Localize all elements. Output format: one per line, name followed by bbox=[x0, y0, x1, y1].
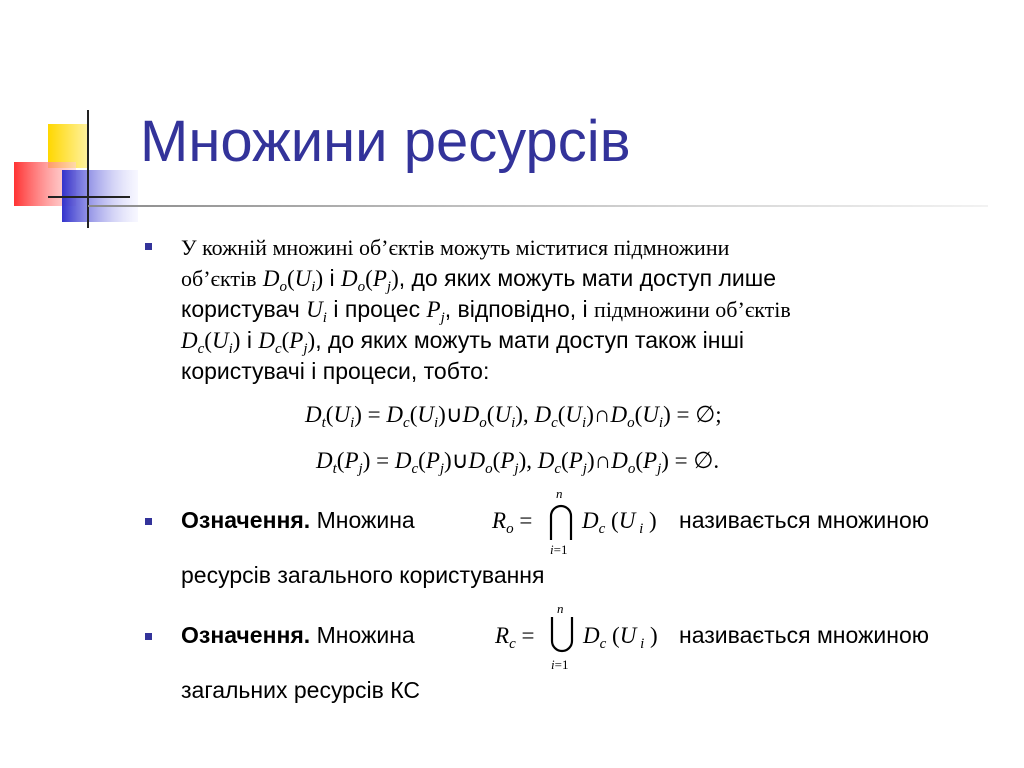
bullet-marker bbox=[145, 518, 152, 525]
bullet2-after bbox=[679, 505, 929, 536]
math-Pj: $P_j$ bbox=[426, 297, 445, 326]
bullet1-text: користувач bbox=[181, 296, 307, 322]
title-underline bbox=[88, 205, 988, 207]
bullet2-line1 bbox=[181, 505, 415, 536]
bullet1-text: У кожній множині об’єктів можуть міститися підмножини bbox=[181, 235, 730, 260]
math-Dc-Pj: $D_c(P_j)$ bbox=[258, 328, 316, 357]
bullet2-line2 bbox=[181, 560, 544, 591]
bullet-marker bbox=[145, 633, 152, 640]
bullet1-line1 bbox=[181, 232, 729, 263]
math-Do-Pj: $D_o(P_j)$ bbox=[341, 266, 399, 295]
bullet1-text: об’єктів bbox=[181, 266, 257, 291]
math-Do-Ui: $D_o(U_i)$ bbox=[262, 266, 324, 295]
bullet1-text: , відповідно, і bbox=[444, 296, 595, 322]
bullet1-text: і процес bbox=[326, 296, 427, 322]
bullet3-text: загальних ресурсів КС bbox=[181, 677, 420, 703]
bullet-marker bbox=[145, 243, 152, 250]
bullet3-line2 bbox=[181, 675, 420, 706]
bullet2-text: ресурсів загального користування bbox=[181, 562, 545, 588]
bullet1-line4 bbox=[181, 325, 744, 356]
formula-Ro: $R_o$ = n i=1 $D_c$ (U $_i$ ) bbox=[492, 486, 657, 557]
yellow-square bbox=[48, 124, 88, 168]
big-union-icon bbox=[549, 617, 575, 655]
big-intersection-icon bbox=[548, 502, 574, 540]
math-Dc-Ui: $D_c(U_i)$ bbox=[181, 328, 241, 357]
bullet1-text: і bbox=[240, 327, 259, 353]
bullet1-line2 bbox=[181, 263, 776, 294]
bullet1-text: підмножини об’єктів bbox=[594, 297, 791, 322]
formula-Rc: $R_c$ = n i=1 $D_c$ (U $_i$ ) bbox=[495, 601, 658, 672]
bullet1-text: користувачі і процеси, тобто: bbox=[181, 358, 490, 384]
bullet1-line5 bbox=[181, 356, 489, 387]
bullet3-text: називається множиною bbox=[679, 622, 930, 648]
bullet3-text: Множина bbox=[310, 622, 415, 648]
corner-decoration bbox=[0, 0, 160, 240]
bullet1-line3 bbox=[181, 294, 791, 325]
bullet3-line1 bbox=[181, 620, 415, 651]
bullet1-text: , до яких можуть мати доступ лише bbox=[398, 265, 776, 291]
formula-Dt-Ui: $D_t(U_i)$ = $D_c(U_i)\cup D_o(U_i)$, $D_c(U_i)\cap D_o(U_i)$ = ∅; bbox=[305, 402, 722, 431]
definition-term: Означення. bbox=[181, 622, 311, 648]
bullet3-after bbox=[679, 620, 929, 651]
bullet1-text: , до яких можуть мати доступ також інші bbox=[315, 327, 745, 353]
bullet1-text: і bbox=[323, 265, 342, 291]
definition-term: Означення. bbox=[181, 507, 311, 533]
math-Ui: $U_i$ bbox=[306, 297, 327, 326]
formula-Dt-Pj: $D_t(P_j)$ = $D_c(P_j)\cup D_o(P_j)$, $D_c(P_j)\cap D_o(P_j)$ = ∅. bbox=[316, 448, 720, 477]
slide-title: Множини ресурсів bbox=[140, 109, 631, 174]
bullet2-text: називається множиною bbox=[679, 507, 930, 533]
bullet2-text: Множина bbox=[310, 507, 415, 533]
